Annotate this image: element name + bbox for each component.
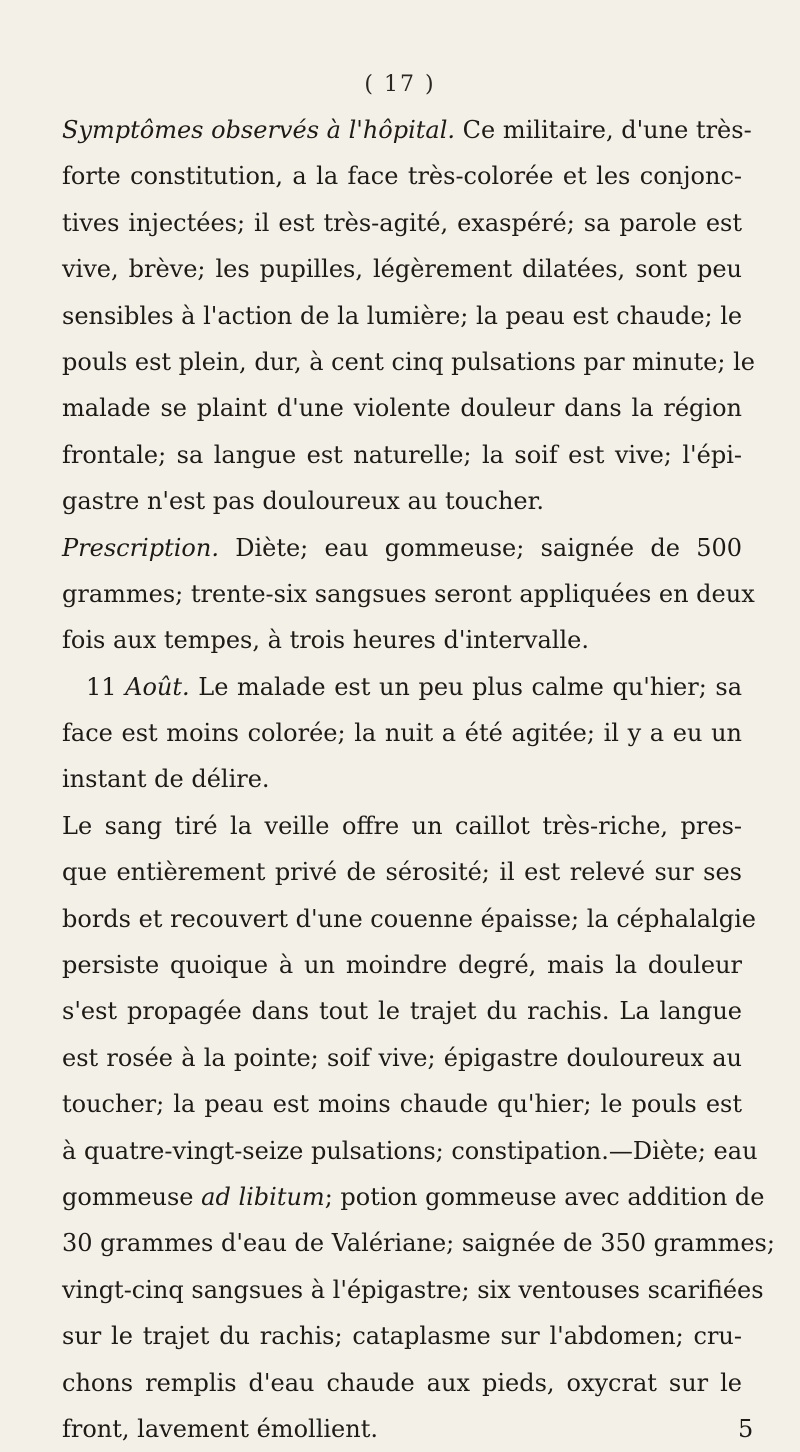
text-line <box>62 293 742 339</box>
text-line <box>62 339 755 385</box>
text-run: à quatre-vingt-seize pulsations; constipation.—Diète; eau <box>62 1136 758 1165</box>
text-line <box>62 1313 742 1359</box>
text-run: malade se plaint d'une violente douleur dans la région <box>62 394 742 423</box>
text-run: sensibles à l'action de la lumière; la peau est chaude; le <box>62 301 743 330</box>
text-line <box>62 1220 775 1266</box>
text-run: vingt-cinq sangsues à l'épigastre; six ventouses scarifiées <box>62 1275 764 1304</box>
text-run: Ce militaire, d'une très- <box>455 116 752 144</box>
text-line <box>62 478 742 524</box>
text-run: 11 <box>86 672 126 701</box>
text-run: 30 grammes d'eau de Valériane; saignée de 350 grammes; <box>62 1229 775 1258</box>
text-run: est rosée à la pointe; soif vive; épigastre douloureux au <box>62 1043 742 1072</box>
text-line <box>62 1406 754 1452</box>
italic-text: Symptômes observés à l'hôpital. <box>62 116 456 144</box>
page-number: ( 17 ) <box>364 72 436 97</box>
text-run: gommeuse <box>62 1182 202 1211</box>
text-run: que entièrement privé de sérosité; il est relevé sur ses <box>62 858 742 887</box>
text-line <box>62 664 742 710</box>
text-line <box>62 942 742 988</box>
text-line <box>62 571 755 617</box>
text-line <box>62 1174 765 1220</box>
text-run: persiste quoique à un moindre degré, mais la douleur <box>62 951 742 980</box>
italic-text: Prescription. <box>62 533 219 562</box>
text-run: Le sang tiré la veille offre un caillot très-riche, pres- <box>62 811 742 840</box>
text-run: bords et recouvert d'une couenne épaisse; la céphalalgie <box>62 904 756 933</box>
text-run: pouls est plein, dur, à cent cinq pulsations par minute; le <box>62 347 755 376</box>
text-line <box>62 1081 742 1127</box>
text-line <box>62 1128 758 1174</box>
italic-text: ad libitum <box>201 1182 325 1211</box>
text-run: toucher; la peau est moins chaude qu'hier; le pouls est <box>62 1090 742 1119</box>
text-run: Diète; eau gommeuse; saignée de 500 <box>218 533 742 562</box>
text-line <box>62 617 742 663</box>
text-run: frontale; sa langue est naturelle; la soif est vive; l'épi- <box>62 440 742 469</box>
text-line <box>62 849 742 895</box>
text-line <box>62 896 756 942</box>
text-run: gastre n'est pas douloureux au toucher. <box>62 487 545 516</box>
text-line <box>62 1035 742 1081</box>
text-line <box>62 1360 742 1406</box>
text-run: front, lavement émollient. <box>62 1414 378 1443</box>
text-run: ; potion gommeuse avec addition de <box>324 1182 765 1211</box>
text-line <box>62 710 742 756</box>
body-text <box>62 107 775 1452</box>
text-run: vive, brève; les pupilles, légèrement dilatées, sont peu <box>62 255 742 284</box>
text-line <box>62 756 742 802</box>
text-line <box>62 432 742 478</box>
text-line <box>62 200 742 246</box>
text-run <box>378 1415 738 1443</box>
text-run: grammes; trente-six sangsues seront appliquées en deux <box>62 579 755 608</box>
text-run: 5 <box>737 1414 754 1443</box>
text-run: sur le trajet du rachis; cataplasme sur l'abdomen; cru- <box>62 1322 742 1351</box>
text-line <box>62 803 742 849</box>
italic-text: Août. <box>125 672 190 701</box>
text-run: s'est propagée dans tout le trajet du rachis. La langue <box>62 997 742 1026</box>
text-line <box>62 525 742 571</box>
text-run: face est moins colorée; la nuit a été agitée; il y a eu un <box>62 719 742 748</box>
text-run: chons remplis d'eau chaude aux pieds, oxycrat sur le <box>62 1368 742 1397</box>
text-run: forte constitution, a la face très-colorée et les conjonc- <box>62 162 742 191</box>
text-line <box>62 1267 764 1313</box>
text-run: Le malade est un peu plus calme qu'hier; sa <box>189 672 743 701</box>
text-run: tives injectées; il est très-agité, exaspéré; sa parole est <box>62 208 742 237</box>
text-run: fois aux tempes, à trois heures d'intervalle. <box>62 626 589 655</box>
text-line <box>62 988 742 1034</box>
text-run: instant de délire. <box>62 765 270 794</box>
text-line <box>62 385 742 431</box>
text-line <box>62 153 742 199</box>
text-line <box>62 246 742 292</box>
text-line <box>62 107 752 153</box>
